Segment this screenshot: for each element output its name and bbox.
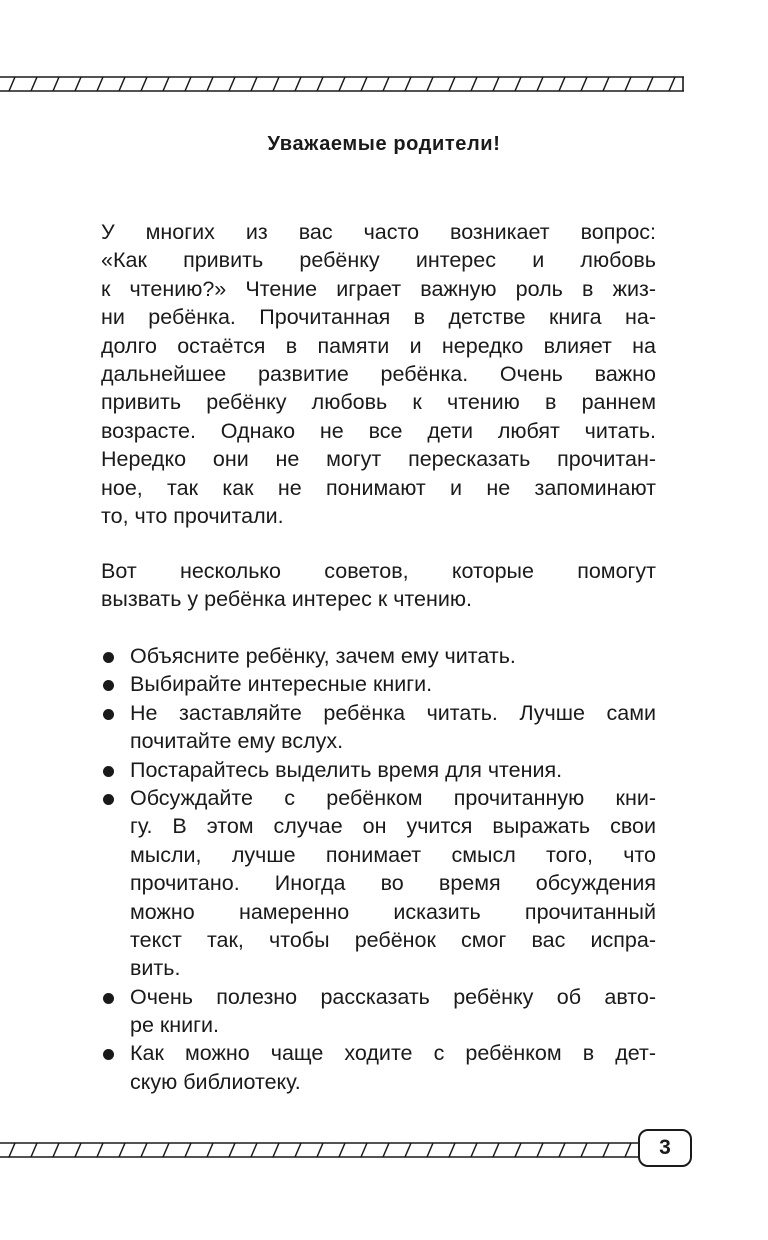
text-line: Объясните ребёнку, зачем ему читать. xyxy=(130,644,516,668)
text-line: Не заставляйте ребёнка читать. Лучше сами xyxy=(130,700,656,725)
text-line: вить. xyxy=(130,956,181,981)
text-line: скую библиотеку. xyxy=(130,1069,301,1094)
text-line: Как можно чаще ходите с ребёнком в дет- xyxy=(130,1041,656,1066)
bottom-hatched-rule xyxy=(0,1141,640,1159)
text-line: прочитано. Иногда во время обсуждения xyxy=(130,871,656,896)
text-line: Вот несколько советов, которые помогут xyxy=(101,559,656,583)
intro-paragraph xyxy=(101,218,656,530)
page-title: Уважаемые родители! xyxy=(267,133,501,155)
text-line: Выбирайте интересные книги. xyxy=(130,672,433,697)
tip-item xyxy=(101,983,656,1040)
text-line: дальнейшее развитие ребёнка. Очень важно xyxy=(101,361,656,386)
text-line: ре книги. xyxy=(130,1013,220,1038)
text-line: Обсуждайте с ребёнком прочитанную кни- xyxy=(130,785,656,810)
tip-item xyxy=(101,1039,656,1096)
text-line: текст так, чтобы ребёнок смог вас испра- xyxy=(130,927,656,952)
text-line: можно намеренно исказить прочитанный xyxy=(130,899,656,924)
text-line: почитайте ему вслух. xyxy=(130,729,344,754)
tips-intro-paragraph xyxy=(101,557,656,614)
text-line: долго остаётся в памяти и нередко влияет на xyxy=(101,333,656,358)
top-hatched-rule xyxy=(0,75,685,93)
text-line: то, что прочитали. xyxy=(101,503,284,528)
text-line: возрасте. Однако не все дети любят читать. xyxy=(101,418,656,443)
tips-list xyxy=(101,642,656,1096)
tip-item xyxy=(101,699,656,756)
text-line: привить ребёнку любовь к чтению в раннем xyxy=(101,390,656,415)
tip-item xyxy=(101,642,656,670)
text-line: вызвать у ребёнка интерес к чтению. xyxy=(101,587,472,612)
text-line: ное, так как не понимают и не запоминают xyxy=(101,475,656,500)
text-line: мысли, лучше понимает смысл того, что xyxy=(130,842,656,867)
text-line: Очень полезно рассказать ребёнку об авто- xyxy=(130,984,656,1009)
text-line: Постарайтесь выделить время для чтения. xyxy=(130,757,563,782)
page-number: 3 xyxy=(638,1129,692,1167)
tip-item xyxy=(101,784,656,983)
text-line: к чтению?» Чтение играет важную роль в жиз- xyxy=(101,276,656,301)
text-line: Нередко они не могут пересказать прочитан- xyxy=(101,447,656,472)
tip-item xyxy=(101,756,656,784)
tip-item xyxy=(101,670,656,698)
text-line: «Как привить ребёнку интерес и любовь xyxy=(101,248,656,273)
text-line: гу. В этом случае он учится выражать свои xyxy=(130,814,656,839)
text-line: У многих из вас часто возникает вопрос: xyxy=(101,220,656,244)
text-line: ни ребёнка. Прочитанная в детстве книга на- xyxy=(101,305,656,330)
